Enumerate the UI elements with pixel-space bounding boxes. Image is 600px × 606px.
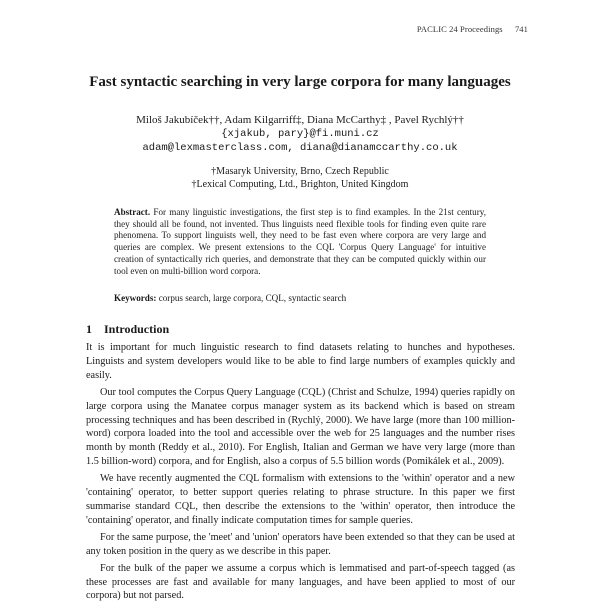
section-heading (86, 322, 169, 337)
affiliation-1: †Masaryk University, Brno, Czech Republic (211, 166, 389, 177)
author-names: Miloš Jakubíček††, Adam Kilgarriff‡, Diana McCarthy‡ , Pavel Rychlý†† (136, 114, 464, 126)
keywords (114, 293, 486, 303)
proceedings-name: PACLIC 24 Proceedings (416, 24, 503, 34)
body-text (86, 341, 515, 606)
section-title: Introduction (104, 322, 170, 336)
paragraph: For the bulk of the paper we assume a corpus which is lemmatised and part-of-speech tagged (as these processes are fast and available for many languages, and have been applied to most of our corpora) but not parsed. (86, 562, 515, 602)
affiliation-2: †Lexical Computing, Ltd., Brighton, United Kingdom (191, 179, 409, 190)
paragraph: Our tool computes the Corpus Query Language (CQL) (Christ and Schulze, 1994) queries rapidly on large corpora using the Manatee corpus manager system as its backend which is based on stream processing techniques and has been described in (Rychlý, 2000). We have large (more than 100 million-word) corpora loaded into the tool and accessible over the web for 25 languages and the number rises month by month (Reddy et al., 2010). For English, Italian and German we have very large (more than 1.5 billion-word) corpora, and for English, also a corpus of 5.5 billion words (Pomikálek et al., 2009). (86, 386, 515, 468)
abstract-label: Abstract. (114, 207, 151, 217)
author-block (0, 113, 600, 155)
paragraph: It is important for much linguistic research to find datasets relating to hunches and hypotheses. Linguists and system developers would like to be able to find large numbers of examples quickly and easily. (86, 342, 515, 381)
section-number: 1 (86, 322, 92, 336)
paragraph: For the same purpose, the 'meet' and 'union' operators have been extended so that they can be used at any token position in the query as we describe in this paper. (86, 531, 515, 557)
abstract (114, 207, 486, 277)
abstract-text: For many linguistic investigations, the first step is to find examples. In the 21st century, they should all be found, not invented. Thus linguists need flexible tools for finding even quite rare phenomena. To support linguists well, they need to be fast even where corpora are very large and queries are complex. We present extensions to the CQL 'Corpus Query Language' for intuitive creation of syntactically rich queries, and demonstrate that they can be computed quickly within our tool even on multi-billion word corpora. (114, 207, 486, 276)
paper-title: Fast syntactic searching in very large corpora for many languages (89, 74, 511, 90)
keywords-label: Keywords: (114, 293, 157, 303)
page-number: 741 (514, 24, 528, 34)
running-header (417, 24, 528, 34)
author-email-1: {xjakub, pary}@fi.muni.cz (221, 128, 379, 140)
keywords-text: corpus search, large corpora, CQL, syntactic search (158, 293, 347, 303)
paragraph: We have recently augmented the CQL formalism with extensions to the 'within' operator and a new 'containing' operator, to better support queries relating to phrase structure. In this paper we first summarise standard CQL, then describe the extensions to the 'within' operator, then introduce the 'containing' operator, and finally indicate computation times for sample queries. (86, 473, 515, 526)
affiliation-block (0, 165, 600, 191)
author-email-2: adam@lexmasterclass.com, diana@dianamccarthy.co.uk (142, 142, 458, 154)
